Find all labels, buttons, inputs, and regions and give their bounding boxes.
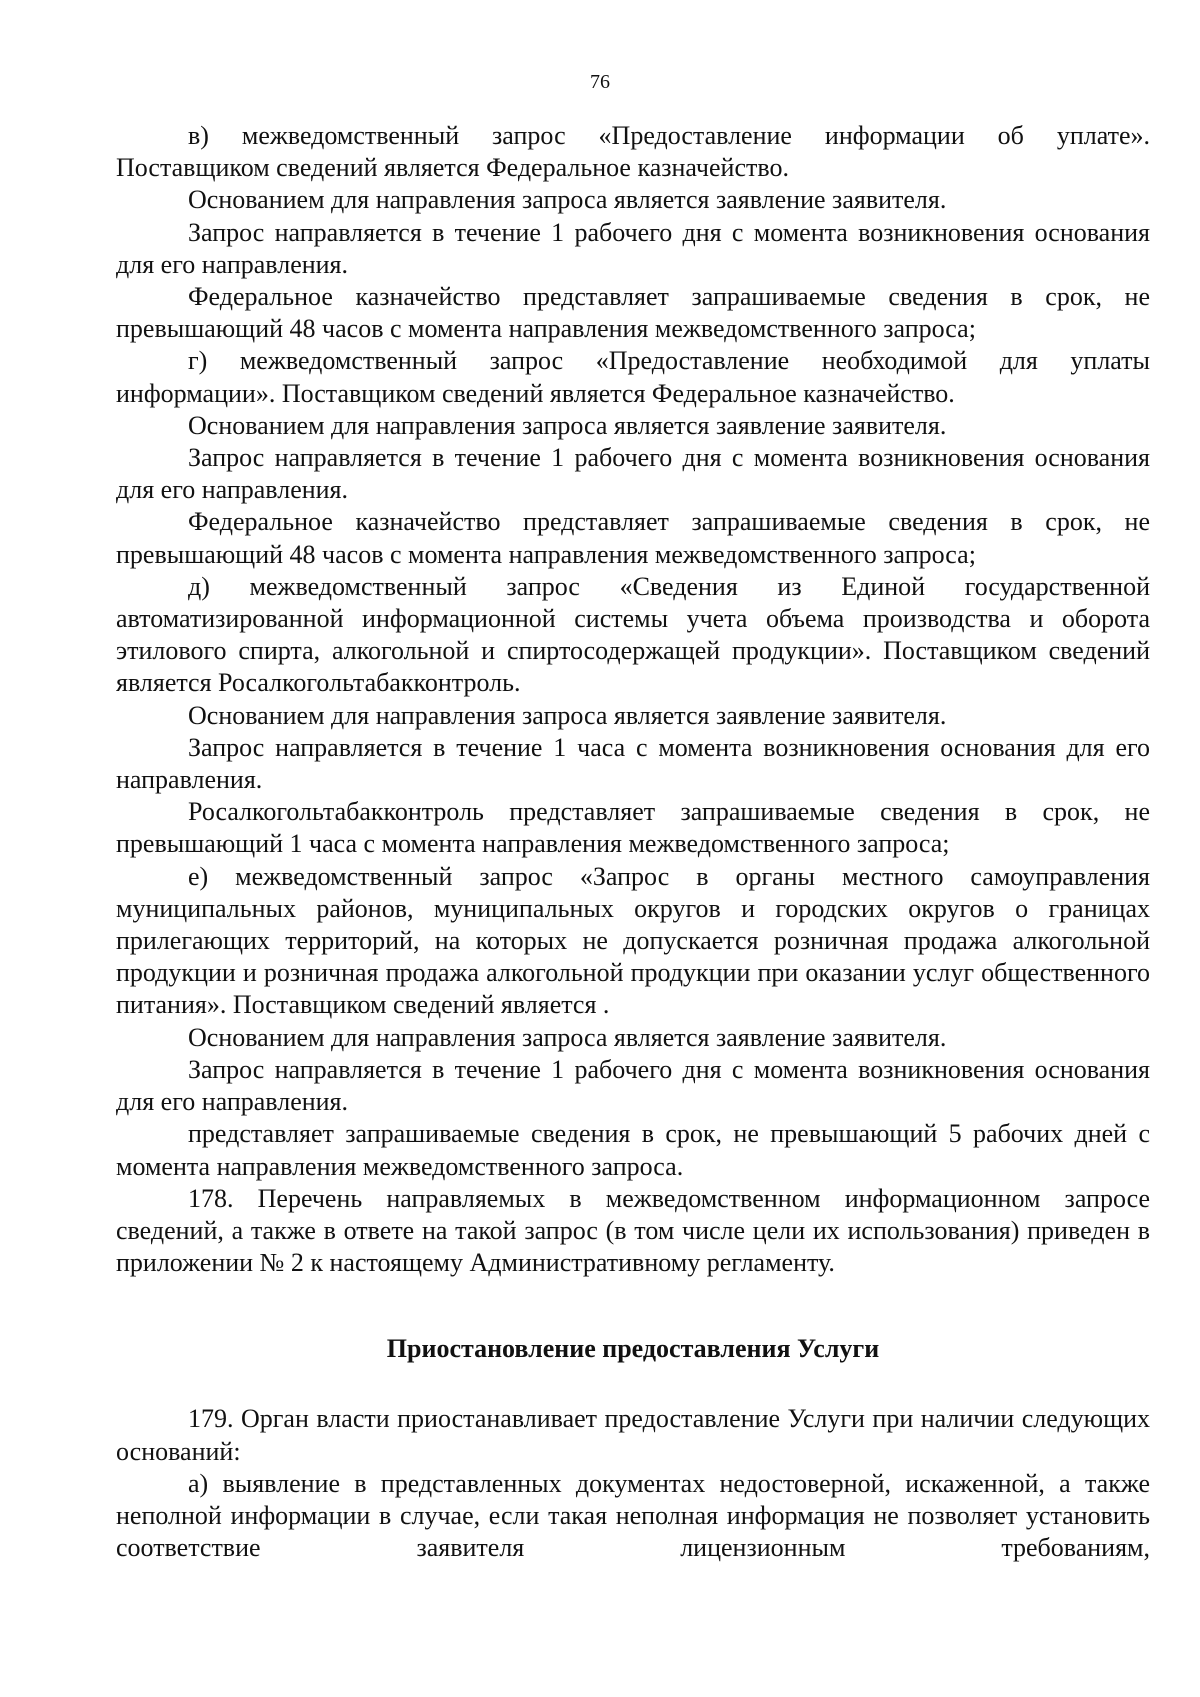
page-number: 76: [590, 71, 610, 93]
paragraph: д) межведомственный запрос «Сведения из Единой государственной автоматизированной информационной системы учета объема производства и оборота этилового спирта, алкогольной и спиртосодержащей продукции». Поставщиком сведений является Росалкогольтабакконтроль.: [116, 571, 1150, 698]
paragraph: Росалкогольтабакконтроль представляет запрашиваемые сведения в срок, не превышающий 1 часа с момента направления межведомственного запроса;: [116, 797, 1150, 859]
document-body: [116, 120, 1150, 1564]
paragraph: Основанием для направления запроса является заявление заявителя.: [188, 700, 947, 730]
paragraph: Запрос направляется в течение 1 рабочего дня с момента возникновения основания для его направления.: [116, 443, 1150, 505]
paragraph: Основанием для направления запроса является заявление заявителя.: [188, 410, 947, 440]
paragraph: Основанием для направления запроса является заявление заявителя.: [188, 1022, 947, 1052]
section-heading: Приостановление предоставления Услуги: [386, 1334, 880, 1364]
paragraph: Основанием для направления запроса является заявление заявителя.: [188, 185, 947, 215]
paragraph: представляет запрашиваемые сведения в срок, не превышающий 5 рабочих дней с момента направления межведомственного запроса.: [116, 1119, 1150, 1181]
paragraph: Федеральное казначейство представляет запрашиваемые сведения в срок, не превышающий 48 часов с момента направления межведомственного запроса;: [116, 282, 1150, 344]
paragraph: Федеральное казначейство представляет запрашиваемые сведения в срок, не превышающий 48 часов с момента направления межведомственного запроса;: [116, 507, 1150, 569]
paragraph: а) выявление в представленных документах недостоверной, искаженной, а также неполной информации в случае, если такая неполная информация не позволяет установить соответствие заявителя лицензионным требованиям,: [116, 1468, 1150, 1563]
paragraph: Запрос направляется в течение 1 рабочего дня с момента возникновения основания для его направления.: [116, 1054, 1150, 1117]
paragraph: в) межведомственный запрос «Предоставление информации об уплате». Поставщиком сведений является Федеральное казначейство.: [116, 121, 1150, 183]
paragraph: Запрос направляется в течение 1 рабочего дня с момента возникновения основания для его направления.: [116, 217, 1150, 279]
paragraph: Запрос направляется в течение 1 часа с момента возникновения основания для его направления.: [116, 732, 1150, 795]
paragraph: г) межведомственный запрос «Предоставление необходимой для уплаты информации». Поставщиком сведений является Федеральное казначейство.: [116, 346, 1150, 408]
paragraph: 179. Орган власти приостанавливает предоставление Услуги при наличии следующих оснований:: [116, 1404, 1150, 1466]
paragraph: е) межведомственный запрос «Запрос в органы местного самоуправления муниципальных районов, муниципальных округов и городских округов о границах прилегающих территорий, на которых не допускается розничная продажа алкогольной продукции и розничная продажа алкогольной продукции при оказании услуг общественного питания». Поставщиком сведений является .: [116, 861, 1150, 1020]
paragraph: 178. Перечень направляемых в межведомственном информационном запросе сведений, а также в ответе на такой запрос (в том числе цели их использования) приведен в приложении № 2 к настоящему Административному регламенту.: [116, 1183, 1150, 1278]
